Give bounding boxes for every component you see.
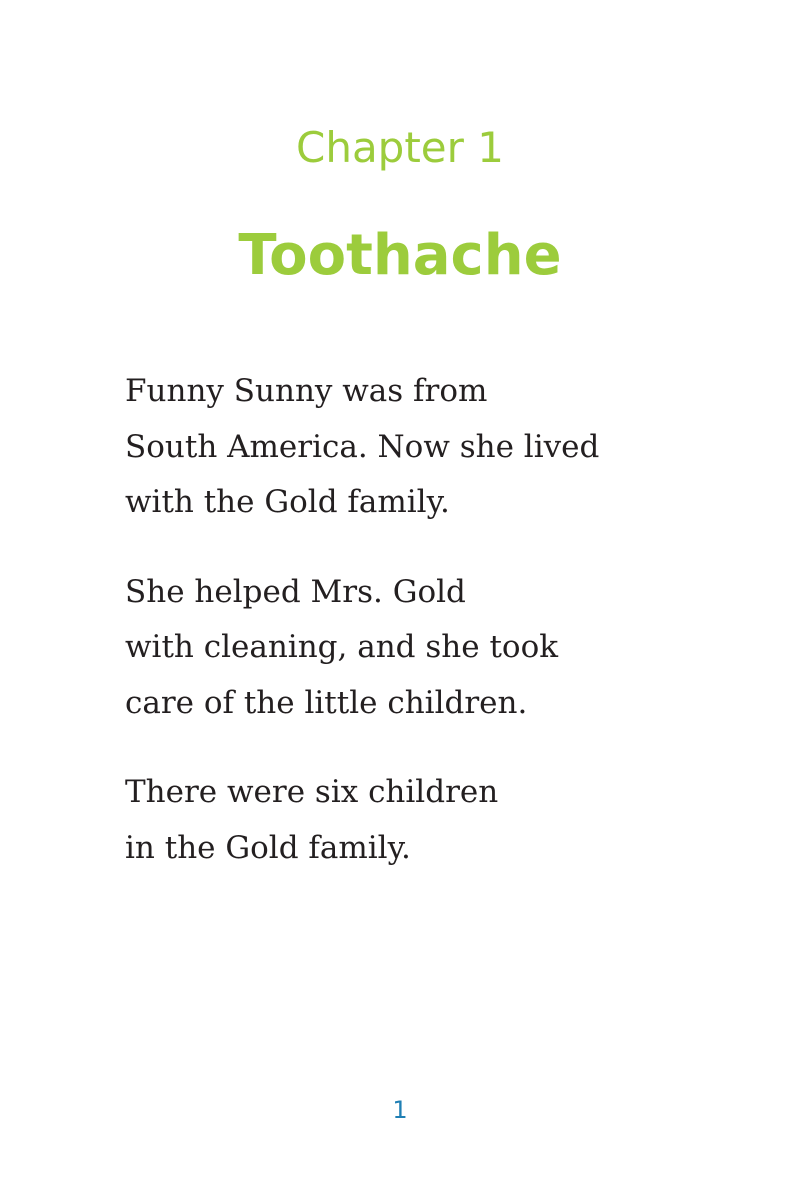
text-line: There were six children bbox=[125, 774, 499, 810]
chapter-title: Toothache bbox=[238, 223, 562, 288]
page-number: 1 bbox=[392, 1096, 408, 1124]
paragraph bbox=[125, 364, 725, 531]
text-line: with cleaning, and she took bbox=[125, 629, 559, 665]
chapter-number-heading: Chapter 1 bbox=[296, 123, 504, 172]
text-line: Funny Sunny was from bbox=[125, 373, 488, 409]
text-line: South America. Now she lived bbox=[125, 428, 600, 465]
paragraph bbox=[125, 765, 725, 876]
text-line: with the Gold family. bbox=[125, 484, 450, 520]
text-line: in the Gold family. bbox=[125, 829, 411, 866]
story-text bbox=[125, 364, 725, 910]
text-line: She helped Mrs. Gold bbox=[125, 573, 466, 610]
text-line: care of the little children. bbox=[125, 684, 528, 721]
paragraph bbox=[125, 565, 725, 732]
